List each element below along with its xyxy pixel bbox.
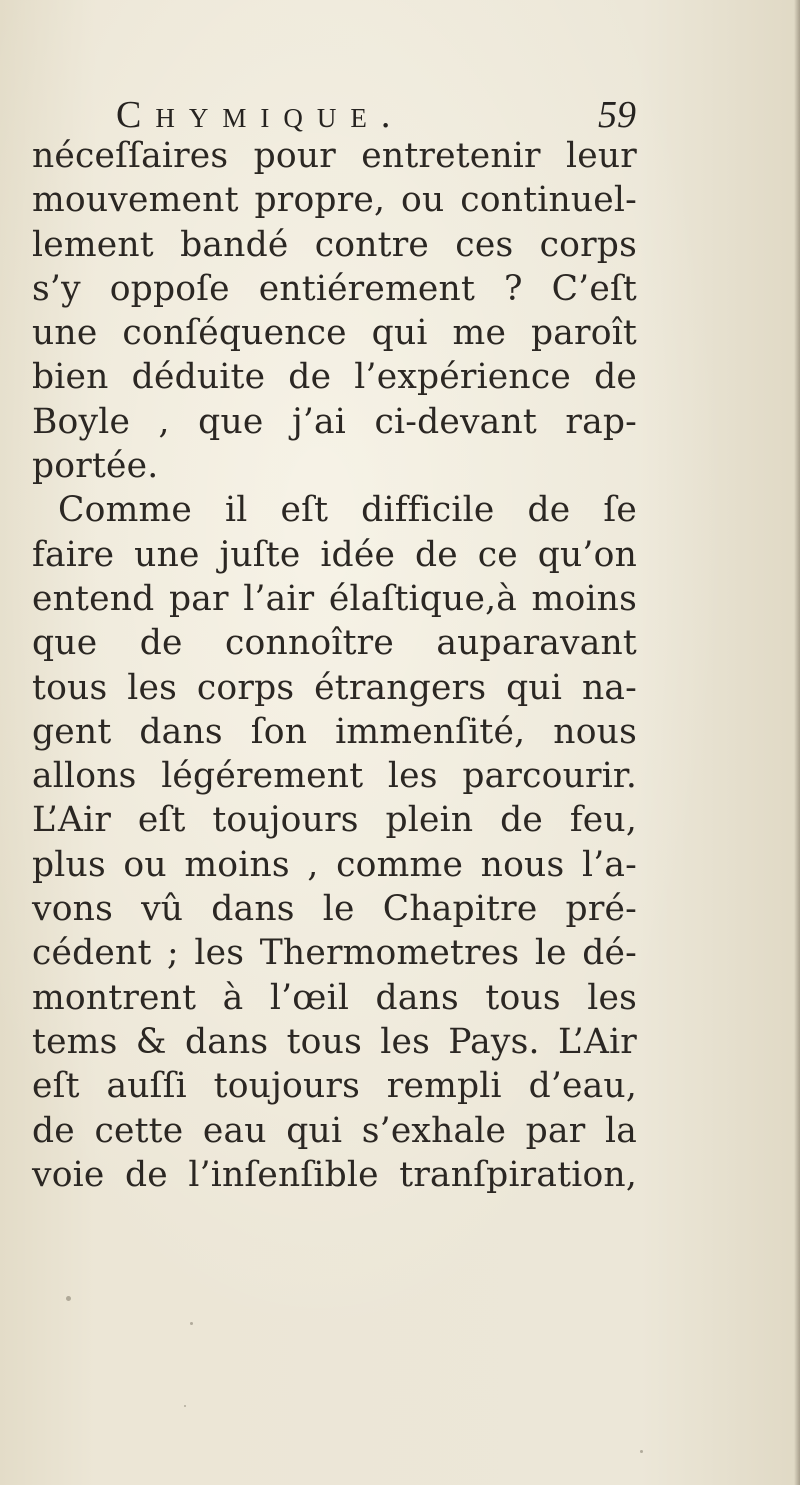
text-line: néceſſaires pour entretenir leur: [32, 136, 637, 176]
text-line: eſt auſſi toujours rempli d’eau,: [32, 1066, 637, 1107]
body-text: [32, 134, 637, 1197]
text-line: plus ou moins , comme nous l’a-: [32, 844, 637, 885]
page-edge-shadow: [794, 0, 800, 1485]
text-line: tous les corps étrangers qui na-: [32, 667, 637, 708]
text-line: bien déduite de l’expérience de: [32, 357, 637, 398]
text-line: vons vû dans le Chapitre pré-: [32, 889, 637, 930]
text-line: que de connoître auparavant: [32, 623, 637, 664]
paper-speck: [184, 1405, 186, 1407]
paper-speck: [640, 1450, 643, 1453]
text-line: une conſéquence qui me paroît: [32, 313, 637, 354]
text-line: voie de l’inſenſible tranſpiration,: [32, 1154, 637, 1195]
text-line: gent dans ſon immenſité, nous: [32, 711, 637, 752]
text-line: de cette eau qui s’exhale par la: [32, 1110, 637, 1151]
text-line: L’Air eſt toujours plein de feu,: [32, 800, 637, 841]
page-number: 59: [598, 94, 636, 136]
paper-speck: [190, 1322, 193, 1325]
text-line: Boyle , que j’ai ci-devant rap-: [32, 401, 637, 442]
text-line: faire une juſte idée de ce qu’on: [32, 534, 637, 575]
text-line: mouvement propre, ou continuel-: [32, 180, 637, 221]
text-line: lement bandé contre ces corps: [32, 224, 637, 265]
text-line: s’y oppoſe entiérement ? C’eſt: [32, 268, 637, 309]
text-line: montrent à l’œil dans tous les: [32, 977, 637, 1018]
paragraph-start-line: Comme il eſt difficile de ſe: [58, 490, 637, 531]
text-line: tems & dans tous les Pays. L’Air: [32, 1021, 637, 1062]
text-line: allons légérement les parcourir.: [32, 756, 637, 797]
running-head: Chymique.: [116, 94, 405, 136]
paper-speck: [66, 1296, 71, 1301]
text-line: portée.: [32, 446, 159, 487]
text-line: cédent ; les Thermometres le dé-: [32, 933, 637, 974]
text-line: entend par l’air élaſtique,à moins: [32, 578, 637, 619]
